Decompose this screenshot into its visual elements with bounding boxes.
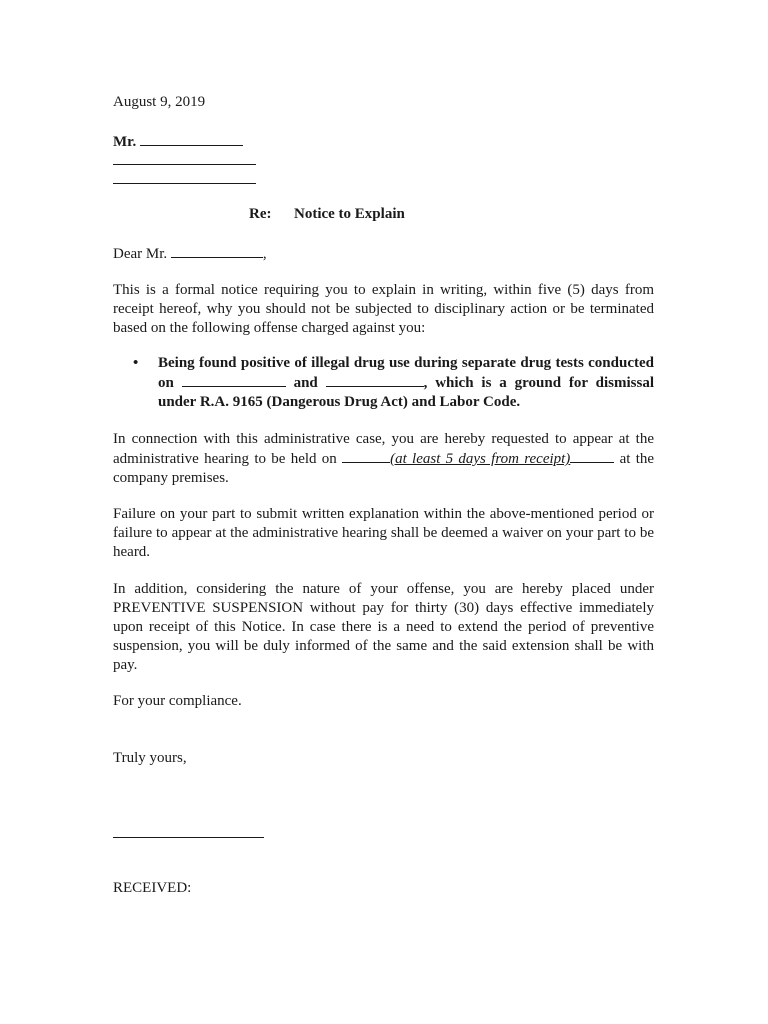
letter-date: August 9, 2019 [113,94,206,110]
offense-text-part-3: , which is a ground for dismissal under R.A. 9165 (Dangerous Drug Act) and Labor Code. [158,375,654,410]
salutation-prefix: Dear Mr. [113,246,168,262]
salutation-suffix: , [262,246,267,262]
paragraph-notice: This is a formal notice requiring you to explain in writing, within five (5) days from receipt hereof, why you should not be subjected to disciplinary action or be terminated based on the following offense charged against you: [113,282,654,336]
offense-text-part-2: and [293,375,318,391]
salutation-name-blank [171,243,263,258]
paragraph-hearing [113,430,654,488]
addressee-name-line [113,131,243,152]
paragraph-failure: Failure on your part to submit written explanation within the above-mentioned period or failure to appear at the administrative hearing shall be deemed a waiver on your part to be heard. [113,506,654,560]
address-blank-line-2 [113,183,256,184]
hearing-date-hint: (at least 5 days from receipt) [390,451,571,467]
received-label: RECEIVED: [113,880,192,896]
hearing-text-part-2: at the company premises. [113,451,655,486]
offense-text [158,354,654,412]
re-subject: Notice to Explain [294,206,405,222]
salutation [113,243,267,264]
test-date-blank-2 [326,373,424,387]
test-date-blank-1 [182,373,286,387]
paragraph-suspension: In addition, considering the nature of your offense, you are hereby placed under PREVENTIVE SUSPENSION without pay for thirty (30) days effective immediately upon receipt of this Notice. In case there is a need to extend the period of preventive suspension, you will be duly informed of the same and the said extension shall be with pay. [113,581,654,673]
offense-text-part-1: Being found positive of illegal drug use during separate drug tests conducted on [158,355,654,391]
hearing-text-part-1: In connection with this administrative case, you are hereby requested to appear at the administrative hearing to be held on [113,431,654,467]
bullet-icon: • [133,355,139,371]
addressee-prefix: Mr. [113,134,137,150]
hearing-date-blank-lead [342,449,390,463]
closing-line: Truly yours, [113,750,187,766]
hearing-date-blank-tail [570,449,614,463]
offense-bullet [113,354,654,412]
re-label: Re: [249,206,272,222]
signature-line [113,837,264,838]
compliance-line: For your compliance. [113,693,242,709]
address-blank-line-1 [113,164,256,165]
addressee-name-blank [140,131,243,146]
